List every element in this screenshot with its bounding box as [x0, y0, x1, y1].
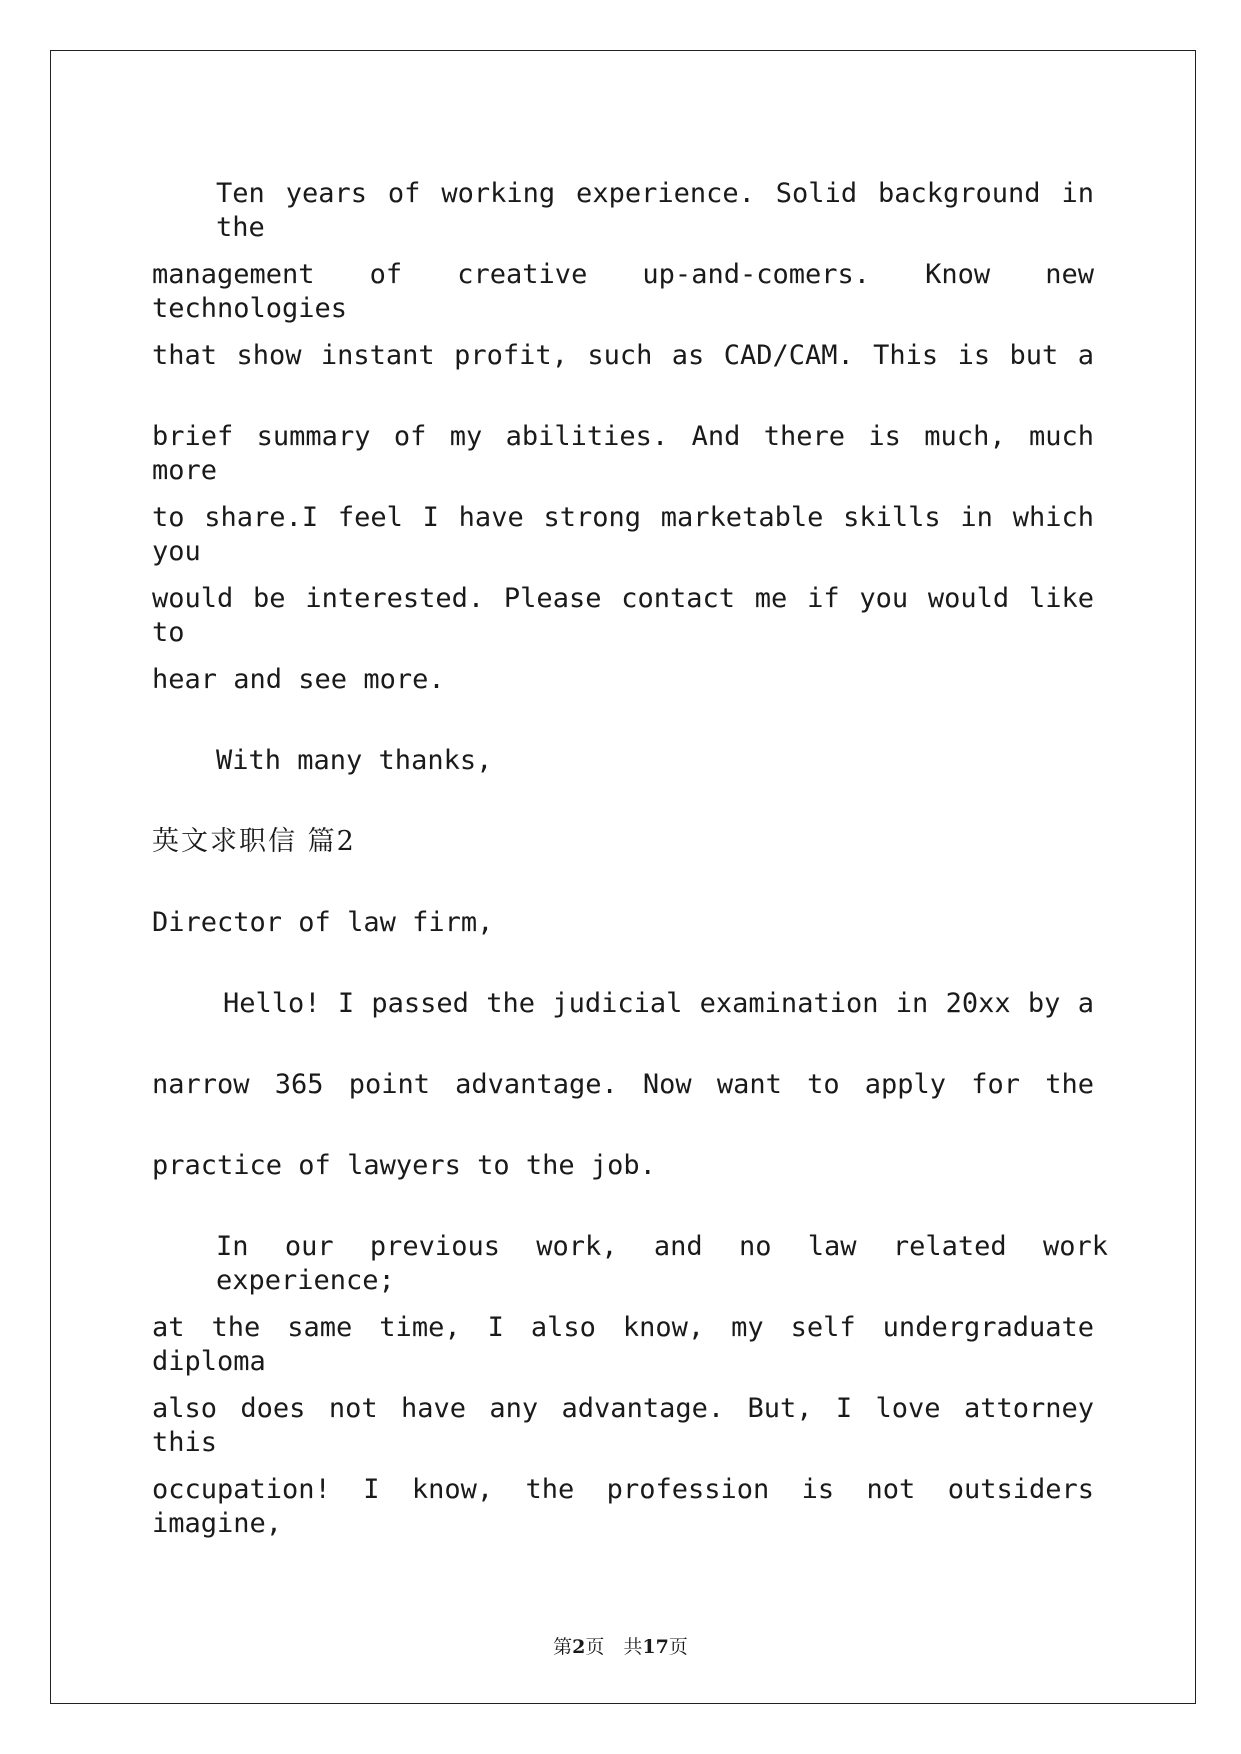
section-heading: 英文求职信 篇2	[152, 826, 356, 857]
footer-middle: 页 共	[585, 1636, 643, 1658]
page-footer	[0, 1632, 1241, 1659]
paragraph-line: hear and see more.	[152, 664, 445, 695]
paragraph-line: to share.I feel I have strong marketable skills in which you	[152, 502, 1094, 567]
paragraph-line: management of creative up-and-comers. Know new technologies	[152, 259, 1094, 324]
paragraph-line: also does not have any advantage. But, I love attorney this	[152, 1393, 1094, 1458]
paragraph-line: occupation! I know, the profession is not outsiders imagine,	[152, 1474, 1094, 1539]
closing-line: With many thanks,	[216, 745, 493, 776]
paragraph-line: practice of lawyers to the job.	[152, 1150, 656, 1181]
paragraph-line: at the same time, I also know, my self undergraduate diploma	[152, 1312, 1094, 1377]
paragraph-line: that show instant profit, such as CAD/CAM. This is but a	[152, 340, 1094, 371]
paragraph-line: In our previous work, and no law related work experience;	[216, 1231, 1108, 1296]
footer-prefix: 第	[553, 1636, 573, 1658]
paragraph-line: Hello! I passed the judicial examination in 20xx by a	[223, 988, 1094, 1019]
footer-suffix: 页	[668, 1636, 688, 1658]
footer-page-number: 2	[572, 1636, 586, 1658]
paragraph-line: brief summary of my abilities. And there is much, much more	[152, 421, 1094, 486]
paragraph-line: Ten years of working experience. Solid background in the	[216, 178, 1094, 243]
paragraph-line: narrow 365 point advantage. Now want to apply for the	[152, 1069, 1094, 1100]
footer-total-pages: 17	[642, 1636, 669, 1658]
salutation-line: Director of law firm,	[152, 907, 494, 938]
paragraph-line: would be interested. Please contact me if you would like to	[152, 583, 1094, 648]
